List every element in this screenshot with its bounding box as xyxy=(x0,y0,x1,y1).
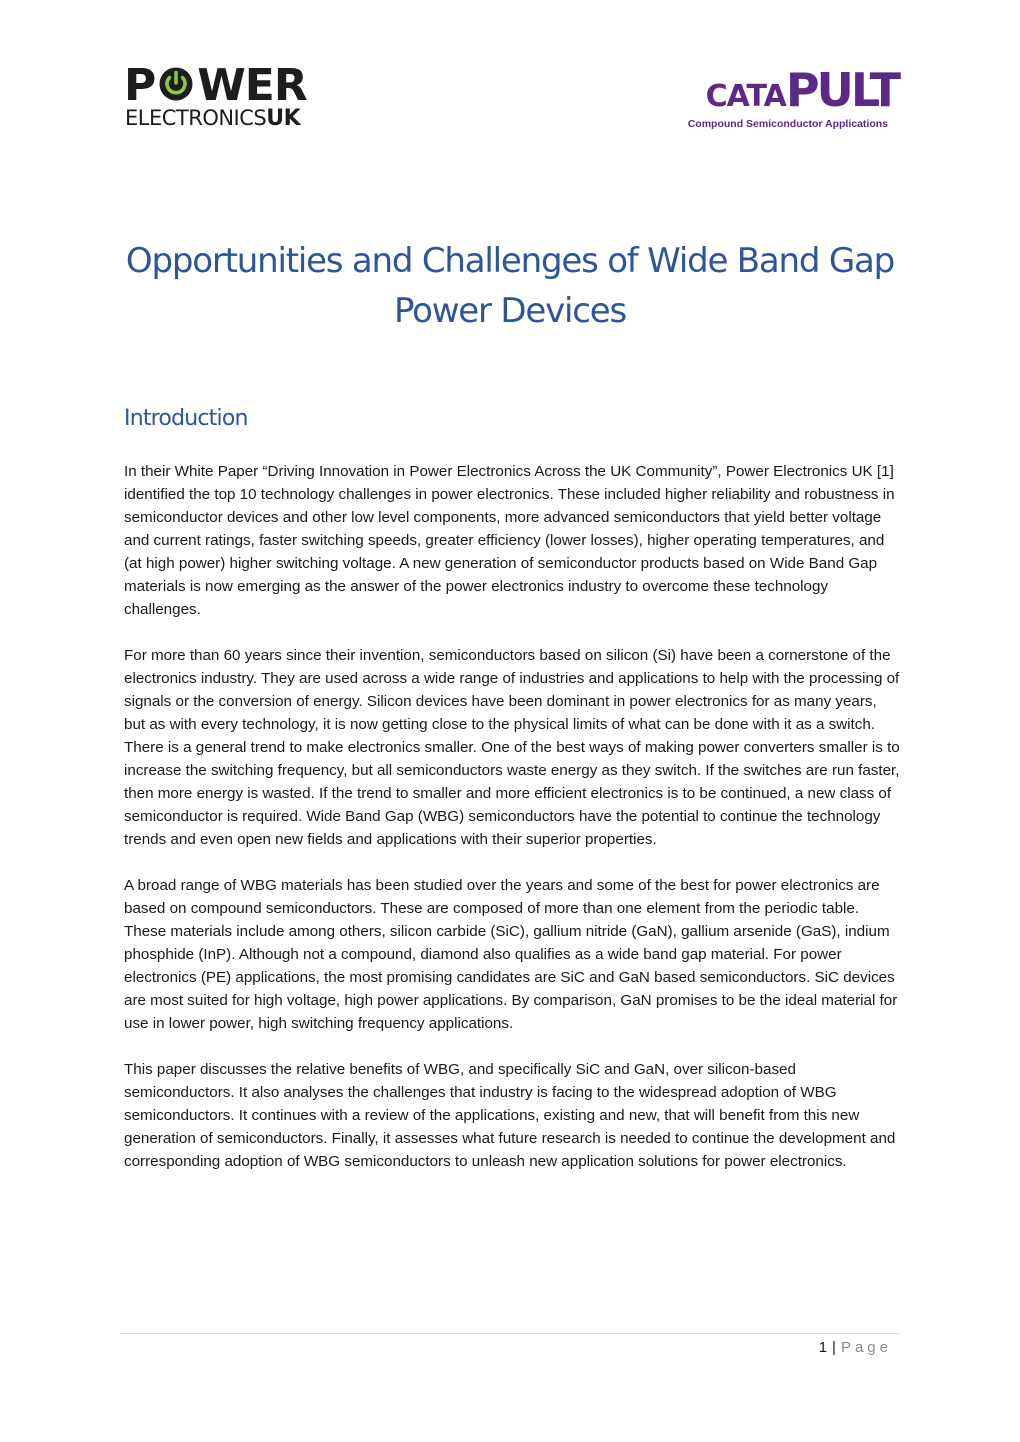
power-logo-wordmark: P WER xyxy=(124,60,307,111)
catapult-logo-wordmark: CATAPULT xyxy=(705,63,898,117)
page-footer xyxy=(819,1337,892,1359)
page-number: 1 xyxy=(818,1339,828,1356)
body-text xyxy=(124,460,900,1196)
power-logo-subtitle: ELECTRONICSUK xyxy=(125,106,301,131)
paragraph: In their White Paper “Driving Innovation in Power Electronics Across the UK Community”, Power Electronics UK [1] identified the top 10 technology challenges in power electronics. These included higher reliability and robustness in semiconductor devices and other low level components, more advanced semiconductors that yield better voltage and current ratings, faster switching speeds, greater efficiency (lower losses), higher operating temperatures, and (at high power) higher switching voltage. A new generation of semiconductor products based on Wide Band Gap materials is now emerging as the answer of the power electronics industry to overcome these technology challenges. xyxy=(124,463,895,618)
paragraph: A broad range of WBG materials has been studied over the years and some of the best for power electronics are based on compound semiconductors. These are composed of more than one element from the periodic table. These materials include among others, silicon carbide (SiC), gallium nitride (GaN), gallium arsenide (GaS), indium phosphide (InP). Although not a compound, diamond also qualifies as a wide band gap material. For power electronics (PE) applications, the most promising candidates are SiC and GaN based semiconductors. SiC devices are most suited for high voltage, high power applications. By comparison, GaN promises to be the ideal material for use in lower power, high switching frequency applications. xyxy=(124,877,898,1032)
section-heading-introduction: Introduction xyxy=(124,406,248,431)
paragraph: This paper discusses the relative benefits of WBG, and specifically SiC and GaN, over silicon-based semiconductors. It also analyses the challenges that industry is facing to the widespread adoption of WBG semiconductors. It continues with a review of the applications, existing and new, that will benefit from this new generation of semiconductors. Finally, it assesses what future research is needed to continue the development and corresponding adoption of WBG semiconductors to unleash new application solutions for power electronics. xyxy=(124,1061,896,1170)
power-electronics-uk-logo xyxy=(124,60,356,134)
footer-separator: | xyxy=(832,1339,836,1356)
footer-divider xyxy=(120,1333,900,1334)
power-button-icon xyxy=(156,66,196,102)
catapult-logo xyxy=(664,63,900,136)
document-title: Opportunities and Challenges of Wide Band Gap Power Devices xyxy=(125,241,895,331)
paragraph: For more than 60 years since their invention, semiconductors based on silicon (Si) have been a cornerstone of the electronics industry. They are used across a wide range of industries and applications to help with the processing of signals or the conversion of energy. Silicon devices have been dominant in power electronics for as many years, but as with every technology, it is now getting close to the physical limits of what can be done with it as a switch. There is a general trend to make electronics smaller. One of the best ways of making power converters smaller is to increase the switching frequency, but all semiconductors waste energy as they switch. If the switches are run faster, then more energy is wasted. If the trend to smaller and more efficient electronics is to be continued, a new class of semiconductor is required. Wide Band Gap (WBG) semiconductors have the potential to continue the technology trends and even open new fields and applications with their superior properties. xyxy=(124,647,900,848)
catapult-logo-tagline: Compound Semiconductor Applications xyxy=(687,118,888,130)
page-label: Page xyxy=(840,1339,892,1356)
